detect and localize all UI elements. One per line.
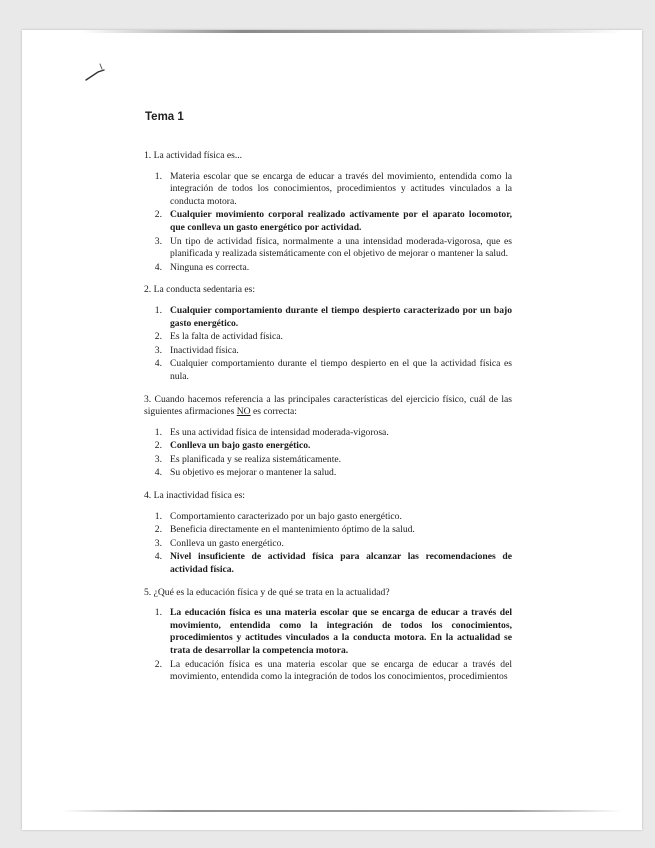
- option-1-2-correct: [144, 209, 512, 234]
- option-text: Es una actividad física de intensidad moderada-vigorosa.: [170, 426, 389, 438]
- option-text: Conlleva un gasto energético.: [170, 537, 284, 549]
- option-2-2: [144, 331, 512, 344]
- option-text: Conlleva un bajo gasto energético.: [170, 440, 311, 452]
- option-number: 2.: [154, 209, 162, 221]
- option-text: Es planificada y se realiza sistemáticamente.: [170, 453, 342, 465]
- option-text: Un tipo de actividad física, normalmente a una intensidad moderada-vigorosa, que es planificada y realizada sistemáticamente con el objetivo de mejorar o mantener la salud.: [170, 235, 512, 260]
- option-number: 4.: [154, 467, 162, 479]
- option-number: 1.: [154, 510, 162, 522]
- option-text: Nivel insuficiente de actividad física para alcanzar las recomendaciones de actividad física.: [170, 551, 512, 576]
- question-2-options: [144, 305, 512, 384]
- option-5-1-correct: [144, 607, 512, 657]
- question-1-options: [144, 171, 512, 275]
- stem-underlined: NO: [236, 406, 251, 418]
- option-1-1: [144, 171, 512, 209]
- scanned-page: [22, 30, 642, 830]
- question-5-stem: 5. ¿Qué es la educación física y de qué se trata en la actualidad?: [144, 586, 390, 598]
- option-text: Su objetivo es mejorar o mantener la salud.: [170, 467, 337, 479]
- option-2-4: [144, 358, 512, 383]
- option-2-3: [144, 345, 512, 358]
- question-2: [144, 284, 512, 383]
- option-text: Inactividad física.: [170, 344, 239, 356]
- option-number: 1.: [154, 304, 162, 316]
- option-4-3: [144, 538, 512, 551]
- option-number: 3.: [154, 235, 162, 247]
- option-text: Ninguna es correcta.: [170, 261, 250, 273]
- question-4: [144, 490, 512, 577]
- question-5-options: [144, 607, 512, 684]
- question-3-options: [144, 427, 512, 480]
- option-text: Cualquier comportamiento durante el tiempo despierto caracterizado por un bajo gasto energético.: [170, 304, 512, 329]
- question-1-stem: 1. La actividad física es...: [144, 150, 243, 161]
- question-4-options: [144, 511, 512, 577]
- option-1-3: [144, 236, 512, 261]
- option-text: Cualquier movimiento corporal realizado activamente por el aparato locomotor, que conlleva un gasto energético por actividad.: [170, 209, 512, 233]
- option-3-4: [144, 467, 512, 480]
- option-4-2: [144, 524, 512, 537]
- option-number: 4.: [154, 551, 162, 563]
- option-number: 4.: [154, 358, 162, 370]
- option-3-3: [144, 454, 512, 467]
- option-number: 2.: [154, 658, 162, 670]
- question-list: [144, 150, 512, 694]
- page-top-edge: [82, 30, 622, 33]
- option-text: Comportamiento caracterizado por un bajo gasto energético.: [170, 510, 402, 522]
- option-text: Es la falta de actividad física.: [170, 331, 283, 343]
- pen-mark-icon: [82, 58, 122, 88]
- option-number: 3.: [154, 344, 162, 356]
- option-1-4: [144, 262, 512, 275]
- question-3-stem: [144, 394, 512, 419]
- option-number: 2.: [154, 331, 162, 343]
- question-2-stem: 2. La conducta sedentaria es:: [144, 284, 256, 296]
- option-3-2-correct: [144, 440, 512, 453]
- option-4-4-correct: [144, 551, 512, 576]
- option-2-1-correct: [144, 305, 512, 330]
- option-text: Cualquier comportamiento durante el tiempo despierto en el que la actividad física es nula.: [170, 358, 512, 382]
- option-number: 1.: [154, 426, 162, 438]
- option-text: La educación física es una materia escolar que se encarga de educar a través del movimiento, entendida como la integración de todos los conocimientos, procedimientos: [170, 658, 512, 683]
- option-text: Materia escolar que se encarga de educar a través del movimiento, entendida como la integración de todos los conocimientos, procedimientos y actitudes vinculados a la conducta motora.: [170, 170, 512, 207]
- option-number: 3.: [154, 537, 162, 549]
- option-number: 2.: [154, 524, 162, 536]
- stem-text: 3. Cuando hacemos referencia a las principales características del ejercicio físico, cuál de las siguientes afirmaciones: [144, 393, 512, 418]
- option-number: 1.: [154, 607, 162, 619]
- option-number: 4.: [154, 261, 162, 273]
- question-5: [144, 587, 512, 684]
- option-text: Beneficia directamente en el mantenimiento óptimo de la salud.: [170, 524, 415, 536]
- page-bottom-edge: [62, 810, 622, 812]
- stem-text-end: es correcta:: [250, 406, 297, 418]
- option-3-1: [144, 427, 512, 440]
- option-number: 3.: [154, 453, 162, 465]
- option-5-2: [144, 659, 512, 684]
- document-title: Tema 1: [145, 111, 184, 123]
- question-1: [144, 150, 512, 274]
- option-number: 2.: [154, 440, 162, 452]
- option-number: 1.: [154, 170, 162, 182]
- option-4-1: [144, 511, 512, 524]
- option-text: La educación física es una materia escolar que se encarga de educar a través del movimiento, entendida como la integración de todos los conocimientos, procedimientos y actitudes vinculados a la conducta motora. En la actualidad se trata de desarrollar la competencia motora.: [170, 607, 512, 656]
- question-4-stem: 4. La inactividad física es:: [144, 490, 245, 502]
- question-3: [144, 394, 512, 481]
